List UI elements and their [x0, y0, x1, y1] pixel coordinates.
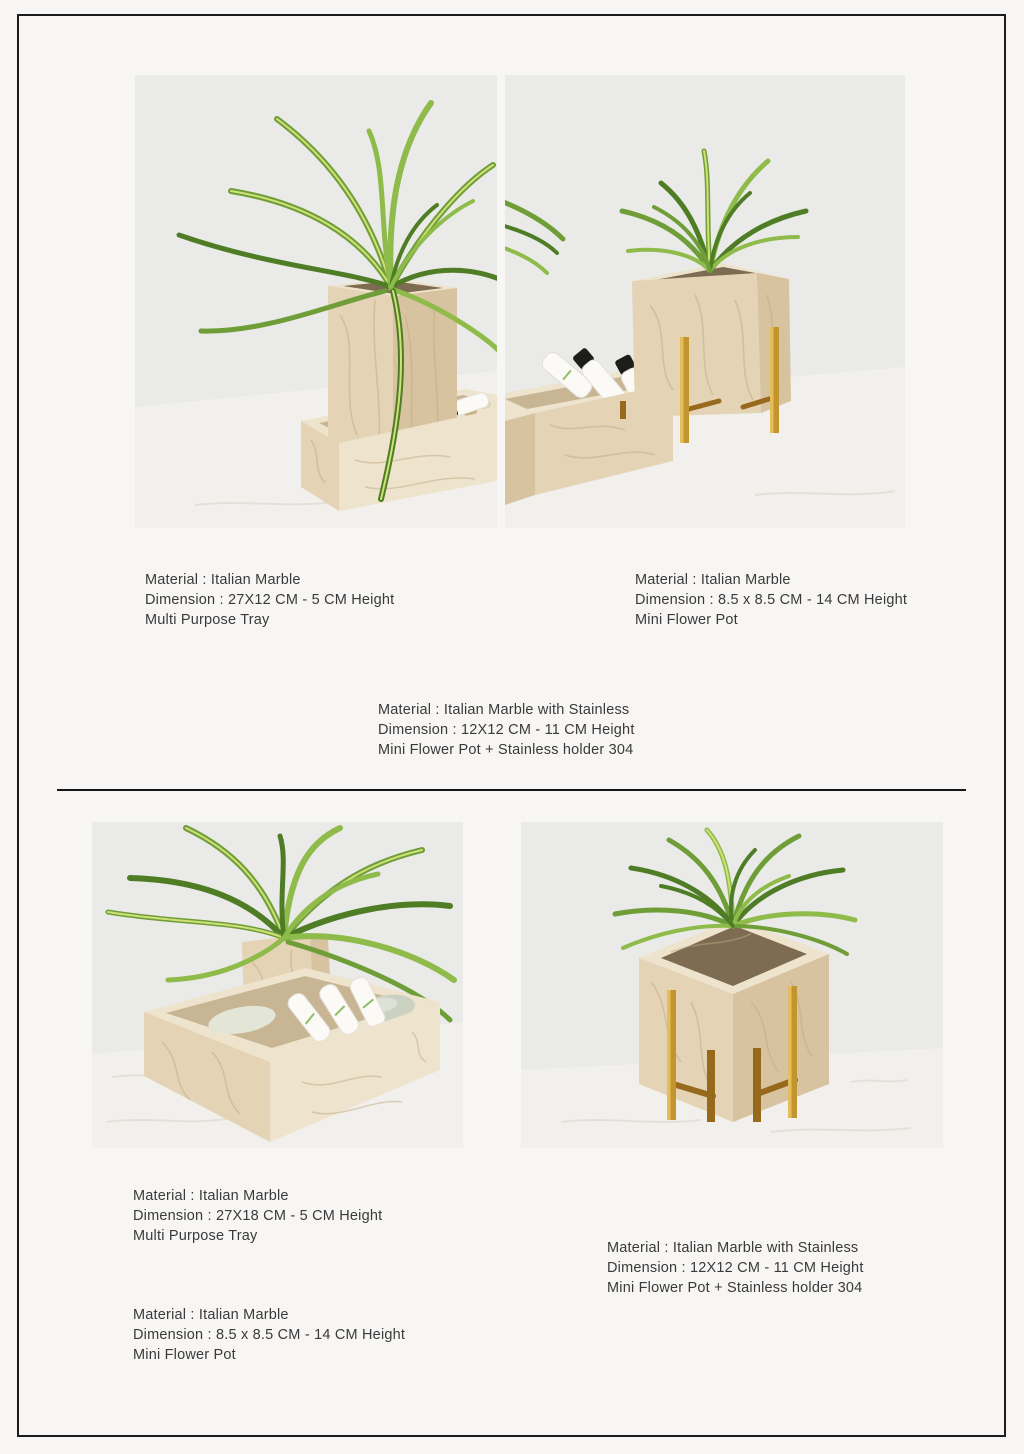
spec-dimension-line: Dimension : 8.5 x 8.5 CM - 14 CM Height [133, 1327, 406, 1343]
spec-material-line: Material : Italian Marble [133, 1307, 289, 1323]
spec-material-line: Material : Italian Marble with Stainless [378, 702, 630, 718]
spec-bottom-left-tray [133, 1186, 382, 1246]
spec-dimension-line: Dimension : 12X12 CM - 11 CM Height [378, 722, 635, 738]
marble-cube-pot [632, 263, 791, 417]
photo-bottom-tray-with-pot [92, 822, 463, 1148]
spec-dimension-line: Dimension : 27X12 CM - 5 CM Height [145, 592, 395, 608]
spec-dimension-line: Dimension : 27X18 CM - 5 CM Height [133, 1208, 383, 1224]
spec-dimension-line: Dimension : 12X12 CM - 11 CM Height [607, 1260, 864, 1276]
spec-product-line: Multi Purpose Tray [145, 612, 270, 628]
spec-dimension-line: Dimension : 8.5 x 8.5 CM - 14 CM Height [635, 592, 908, 608]
spec-top-center [378, 700, 635, 760]
spec-material-line: Material : Italian Marble [133, 1188, 289, 1204]
spec-bottom-right [607, 1238, 864, 1298]
spec-top-right [635, 570, 907, 630]
gold-stand-rear-foot [620, 401, 626, 419]
section-divider [57, 789, 966, 791]
spec-product-line: Multi Purpose Tray [133, 1228, 258, 1244]
spec-material-line: Material : Italian Marble with Stainless [607, 1240, 859, 1256]
spec-top-left [145, 570, 394, 630]
photo-top-tray-with-tall-pot [135, 75, 497, 528]
spec-product-line: Mini Flower Pot + Stainless holder 304 [378, 742, 634, 758]
spec-material-line: Material : Italian Marble [145, 572, 301, 588]
spec-bottom-left-pot [133, 1305, 405, 1365]
spec-product-line: Mini Flower Pot [635, 612, 738, 628]
spec-material-line: Material : Italian Marble [635, 572, 791, 588]
photo-top-pot-on-stand [505, 75, 905, 528]
spec-product-line: Mini Flower Pot [133, 1347, 236, 1363]
spec-product-line: Mini Flower Pot + Stainless holder 304 [607, 1280, 863, 1296]
photo-bottom-pot-on-stand [521, 822, 943, 1148]
